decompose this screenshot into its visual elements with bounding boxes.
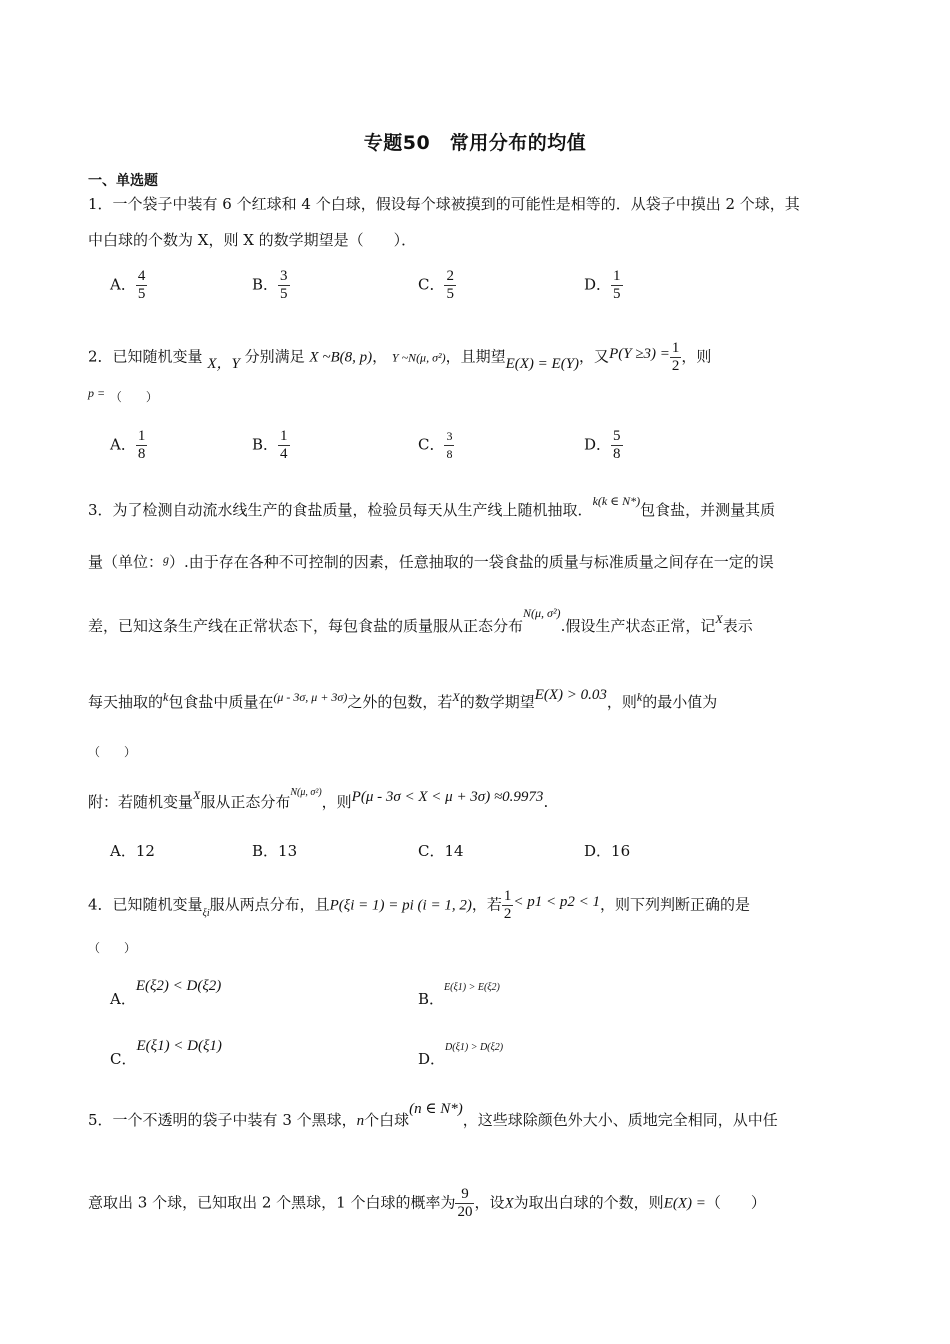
math-x: X (193, 788, 201, 802)
option-label: A． (110, 275, 136, 294)
option-label: C． (418, 842, 445, 860)
q2-option-a (110, 428, 147, 463)
option-label: C． (418, 275, 445, 294)
q3-appendix (88, 787, 549, 815)
text: 意取出 3 个球，已知取出 2 个黑球，1 个白球的概率为 (88, 1193, 456, 1212)
math-normal-params: (μ, σ²) (416, 350, 446, 365)
answer-paren: （ ） (109, 390, 158, 404)
option-expr: D(ξ1) > D(ξ2) (445, 1042, 504, 1053)
answer-paren: （ ） (705, 1193, 766, 1212)
fraction: $\frac{3}{5}$ (280, 268, 288, 302)
fraction: $\frac{3}{8}$ (446, 429, 453, 461)
text: 每天抽取的 (88, 693, 164, 711)
text: 4．已知随机变量 (88, 895, 203, 914)
q4-option-a (110, 974, 222, 1008)
text: ，这些球除颜色外大小、质地完全相同，从中任 (462, 1111, 778, 1129)
q1-option-b (252, 268, 290, 303)
q4-answer-paren: （ ） (88, 941, 137, 955)
text: 3．为了检测自动流水线生产的食盐质量，检验员每天从生产线上随机抽取． (88, 501, 593, 519)
q4-option-b (418, 974, 500, 1008)
math-expectation: E(X) = (663, 1195, 706, 1212)
text: ，则 (606, 693, 637, 711)
text: ，且期望 (445, 347, 506, 366)
q4-option-d (418, 1034, 504, 1068)
option-expr: E(ξ1) > E(ξ2) (444, 982, 500, 993)
math-normal: N(μ, σ²) (523, 606, 561, 620)
math-prob: P(Y ≥3) = (609, 345, 670, 362)
text: 2．已知随机变量 (88, 347, 203, 366)
fraction: $\frac{1}{2}$ (671, 340, 680, 374)
text: 服从两点分布，且 (209, 895, 330, 914)
math-probability: P(μ - 3σ < X < μ + 3σ) ≈0.9973 (351, 789, 544, 805)
q2-line-1: 2．已知随机变量 X，Y 分别满足 X ~B(8, p)， Y ~N(μ, σ²)，且期望E(X) = E(Y)，又P(Y ≥3) = $\frac{1}{2}$ ，则 (88, 340, 712, 374)
text: 5．一个不透明的袋子中装有 3 个黑球， (88, 1111, 357, 1129)
math-binomial: X ~B(8, p) (309, 349, 373, 366)
math-xi: ξi (202, 907, 210, 919)
q1-option-d (584, 268, 623, 303)
q1-option-a (110, 268, 147, 303)
page-title: 专题50 常用分布的均值 (363, 132, 587, 154)
option-label: D． (418, 1050, 446, 1068)
text: 的数学期望 (459, 693, 535, 711)
text: ，则下列判断正确的是 (599, 895, 750, 914)
fraction: $\frac{1}{2}$ (503, 888, 512, 922)
text: .假设生产状态正常，记 (560, 617, 716, 635)
fraction: $\frac{1}{5}$ (613, 268, 621, 302)
fraction: $\frac{5}{8}$ (613, 428, 621, 462)
math-expectation: E(X) = E(Y) (505, 355, 580, 372)
option-label: A． (110, 842, 136, 860)
q4-line-1 (88, 888, 750, 923)
option-value: 12 (135, 842, 155, 860)
q3-option-d (584, 840, 630, 861)
math-vars: X，Y (207, 355, 240, 372)
text: 为取出白球的个数，则 (513, 1193, 664, 1212)
text: . (543, 793, 549, 811)
option-label: A． (110, 990, 136, 1008)
math-normal: N(μ, σ²) (290, 787, 322, 798)
q4-option-c (110, 1034, 222, 1068)
q5-line-1 (88, 1101, 778, 1131)
q2-option-c (418, 428, 454, 463)
fraction: $\frac{1}{8}$ (137, 428, 146, 462)
text: 表示 (722, 617, 753, 635)
option-label: C． (110, 1050, 137, 1068)
text: ，设 (474, 1193, 505, 1212)
q3-line-2 (88, 552, 774, 573)
q1-option-c (418, 268, 456, 303)
q3-option-a (110, 840, 155, 861)
q5-line-2 (88, 1186, 766, 1221)
text: ，又 (579, 347, 610, 366)
option-label: B． (418, 990, 445, 1008)
math-inequality: < p1 < p2 < 1 (513, 893, 600, 910)
math-two-point: P(ξi = 1) = pi (i = 1, 2) (329, 897, 472, 914)
text: ）.由于存在各种不可控制的因素，任意抽取的一袋食盐的质量与标准质量之间存在一定的误 (169, 553, 774, 571)
math-n: n (356, 1113, 365, 1129)
math-g: g (163, 552, 170, 566)
math-p: p = (88, 386, 106, 400)
option-value: 14 (444, 842, 464, 860)
option-label: B． (252, 275, 279, 294)
q2-line-2 (88, 386, 158, 407)
q3-option-c (418, 840, 464, 861)
math-x: X (452, 690, 460, 704)
fraction: $\frac{2}{5}$ (446, 268, 454, 302)
option-label: B． (252, 842, 279, 860)
q3-answer-paren: （ ） (88, 745, 137, 759)
text: ，则 (681, 347, 712, 366)
option-expr: E(ξ1) < D(ξ1) (136, 1038, 222, 1054)
text: 分别满足 (244, 347, 305, 366)
math-interval: (μ - 3σ, μ + 3σ) (273, 690, 348, 704)
math-n-set: (n ∈ N*) (409, 1101, 463, 1117)
option-expr: E(ξ2) < D(ξ2) (135, 978, 222, 994)
math-condition: E(X) > 0.03 (534, 687, 607, 703)
text: 包食盐，并测量其质 (640, 501, 776, 519)
q2-option-d (584, 428, 623, 463)
q1-line-1: 1．一个袋子中装有 6 个红球和 4 个白球，假设每个球被摸到的可能性是相等的．从袋子中摸出 2 个球，其 (88, 195, 800, 213)
option-value: 16 (611, 842, 631, 860)
text: 之外的包数，若 (347, 693, 453, 711)
math-x: X (504, 1195, 514, 1212)
q1-line-2: 中白球的个数为 X，则 X 的数学期望是（ ）． (88, 231, 417, 249)
math-k: k (636, 690, 643, 704)
section-heading: 一、单选题 (88, 173, 158, 189)
q3-line-1 (88, 494, 776, 521)
math-normal: Y ~N (391, 350, 417, 365)
option-label: A． (110, 435, 136, 454)
text: 的最小值为 (642, 693, 718, 711)
fraction: $\frac{4}{5}$ (137, 268, 146, 302)
text: 个白球 (364, 1111, 410, 1129)
option-label: D． (584, 275, 612, 294)
option-label: D． (584, 435, 612, 454)
q3-option-b (252, 840, 297, 861)
option-label: D． (584, 842, 612, 860)
text: 服从正态分布 (200, 793, 291, 811)
text: ，若 (471, 895, 502, 914)
text: 附：若随机变量 (88, 793, 194, 811)
fraction: $\frac{9}{20}$ (457, 1186, 473, 1220)
math-k: k(k ∈ N*) (592, 494, 641, 508)
text: ，则 (321, 793, 352, 811)
q2-option-b (252, 428, 290, 463)
text: 差，已知这条生产线在正常状态下，每包食盐的质量服从正态分布 (88, 617, 524, 635)
math-k: k (163, 690, 169, 704)
option-label: C． (418, 435, 445, 454)
math-x: X (715, 612, 723, 626)
text: 包食盐中质量在 (168, 693, 274, 711)
text: 量（单位： (88, 553, 164, 571)
option-label: B． (252, 435, 279, 454)
fraction: $\frac{1}{4}$ (280, 428, 288, 462)
q3-line-4 (88, 687, 718, 713)
option-value: 13 (278, 842, 298, 860)
